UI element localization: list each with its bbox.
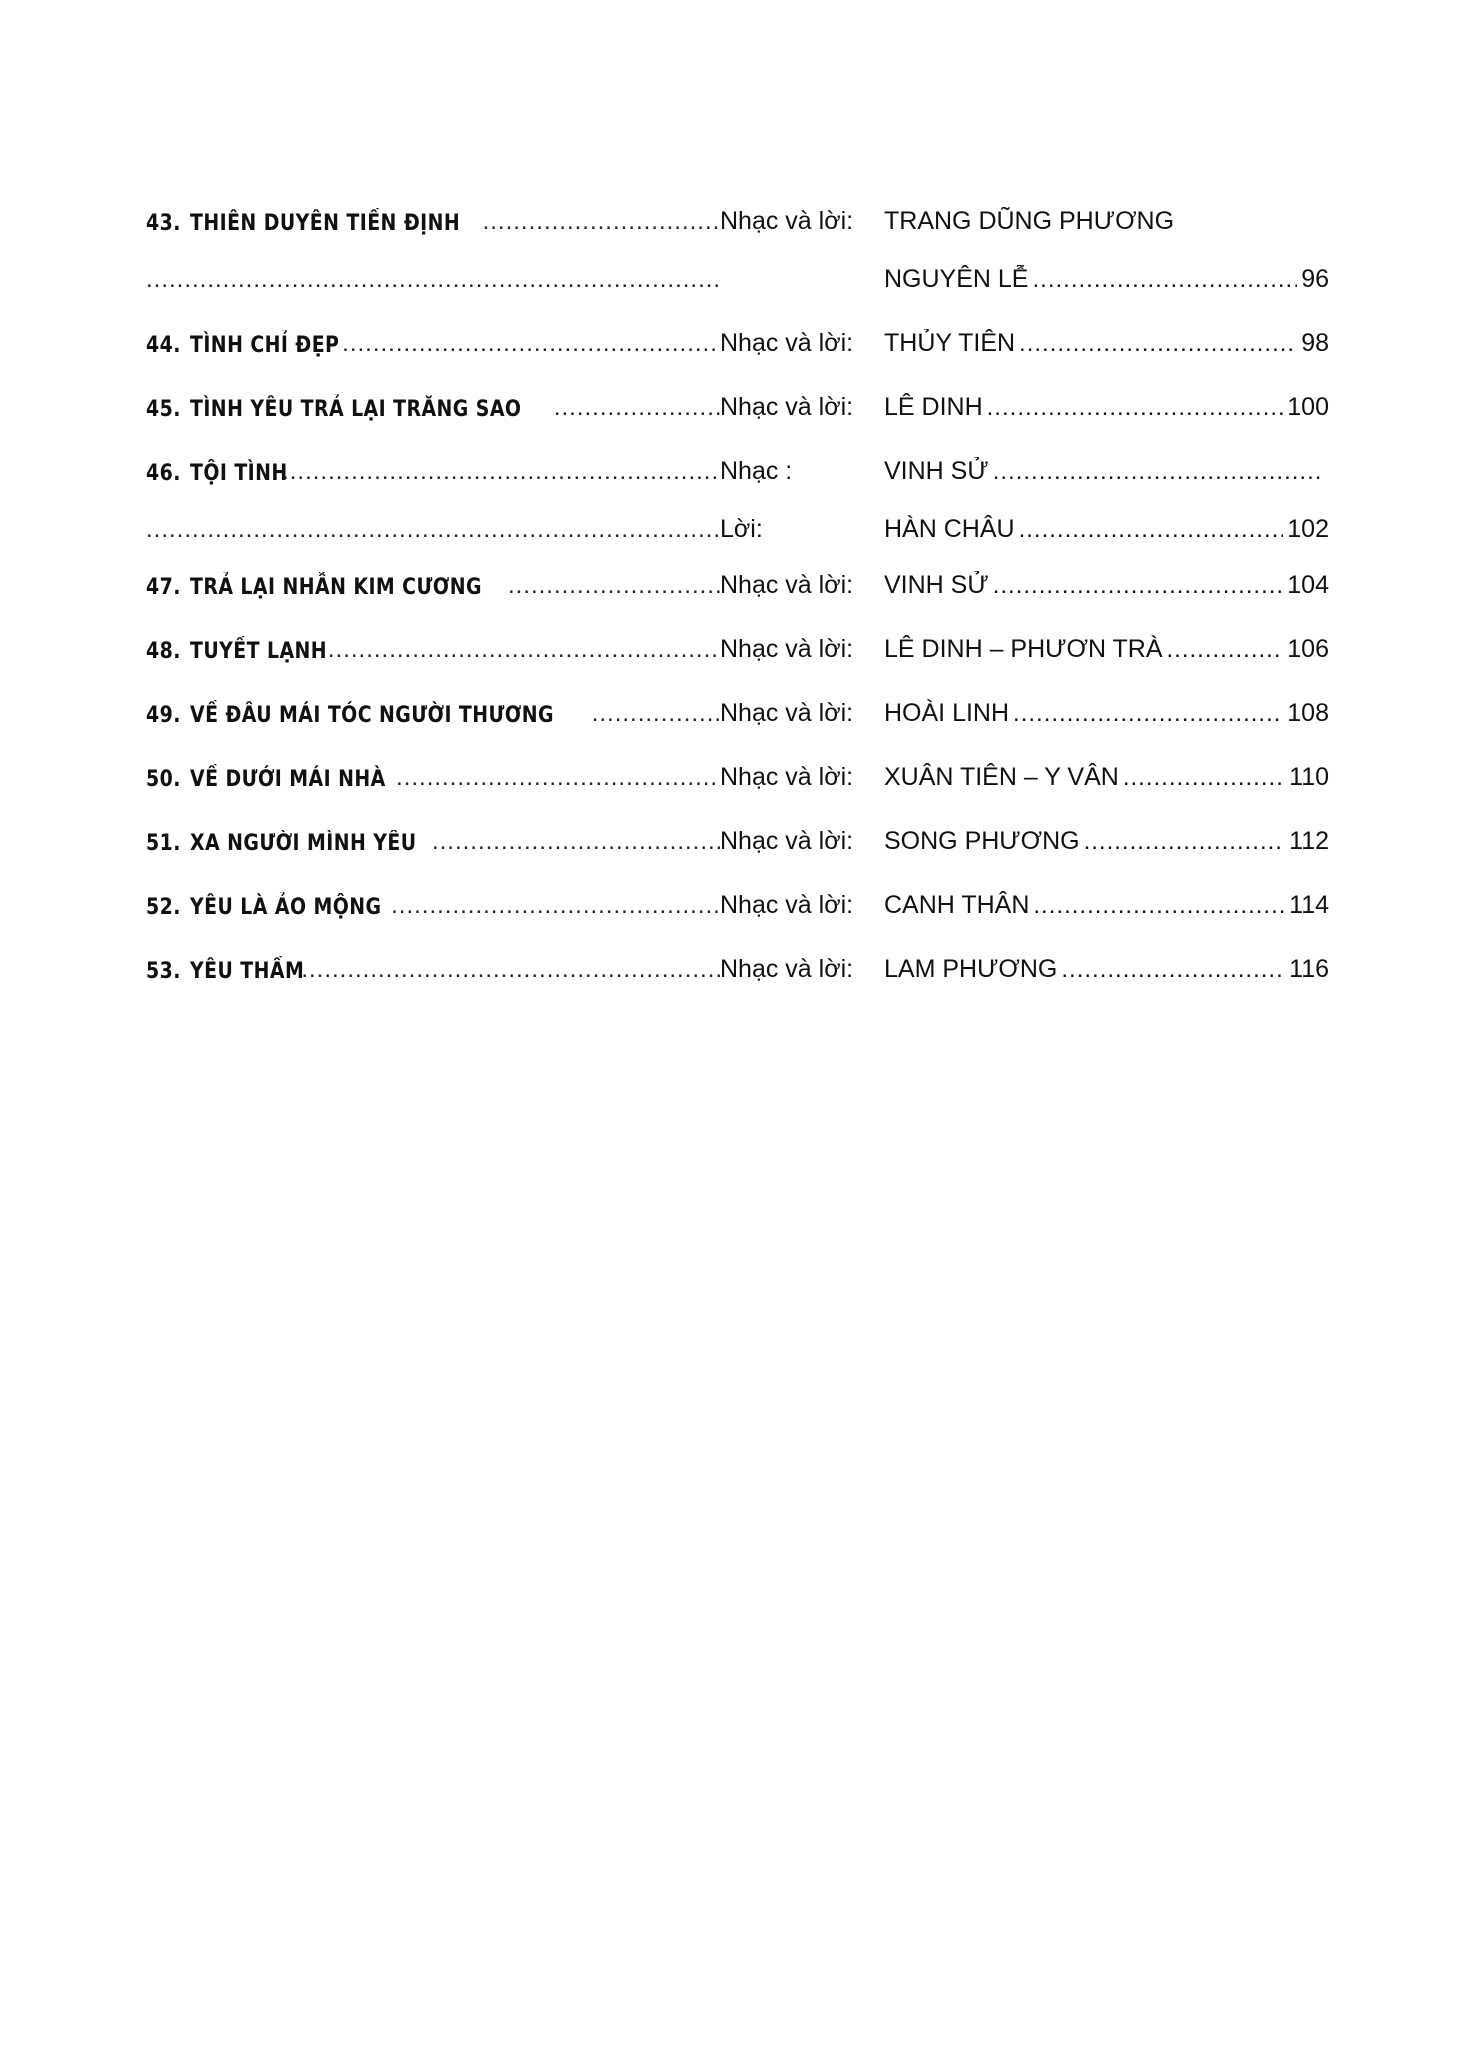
credit-label: Nhạc và lời: [720,763,854,791]
entry-number: 44. [146,333,181,358]
toc-author-cell [884,393,1329,422]
author-name: LAM PHƯƠNG [884,955,1058,983]
dot-leader [432,828,720,856]
dot-leader [1123,764,1285,792]
credit-label: Nhạc và lời: [720,827,854,855]
toc-author-cell [884,571,1329,600]
dot-leader [1013,700,1283,728]
toc-row [146,372,1329,422]
toc-row [146,186,1329,236]
toc-row [146,870,1329,920]
author-name: THỦY TIÊN [884,329,1016,357]
dot-leader [328,636,720,664]
page-number: 96 [1301,265,1329,293]
author-name: HOÀI LINH [884,699,1010,727]
page-number: 100 [1287,393,1329,421]
toc-row [146,614,1329,664]
dot-leader [1019,516,1284,544]
toc-title-cell [146,208,720,236]
credit-label: Nhạc và lời: [720,393,854,421]
dot-leader [508,572,720,600]
toc-row [146,494,1329,544]
song-title: TUYẾT LẠNH [190,639,328,664]
page-number: 110 [1289,763,1329,791]
toc-row [146,934,1329,984]
toc-title-cell [146,266,720,294]
toc-author-cell [884,515,1329,544]
toc-author-cell [884,891,1329,920]
song-title: TRẢ LẠI NHẪN KIM CƯƠNG [190,575,483,600]
dot-leader [301,956,720,984]
toc-row [146,244,1329,294]
page-number: 114 [1289,891,1329,919]
entry-number: 47. [146,575,181,600]
toc-row [146,550,1329,600]
toc-row [146,308,1329,358]
table-of-contents [146,186,1329,998]
toc-title-cell [146,636,720,664]
toc-row [146,436,1329,486]
toc-row [146,806,1329,856]
author-name: NGUYÊN LỄ [884,265,1029,293]
entry-number: 49. [146,703,181,728]
author-name: SONG PHƯƠNG [884,827,1080,855]
dot-leader [391,892,720,920]
song-title: YÊU THẦM [190,959,305,984]
author-name: XUÂN TIÊN – Y VÂN [884,763,1119,791]
dot-leader [993,458,1322,486]
page-number: 104 [1287,571,1329,599]
credit-label: Nhạc và lời: [720,329,854,357]
entry-number: 45. [146,397,181,422]
credit-label: Nhạc và lời: [720,571,854,599]
toc-author-cell [884,207,1329,236]
dot-leader [592,700,720,728]
song-title: VỀ ĐÂU MÁI TÓC NGƯỜI THƯƠNG [190,703,555,728]
dot-leader [342,330,720,358]
toc-author-cell [884,265,1329,294]
entry-number: 51. [146,831,181,856]
dot-leader [1032,266,1297,294]
dot-leader [987,394,1284,422]
toc-title-cell [146,572,720,600]
page-number: 106 [1287,635,1329,663]
credit-label: Nhạc và lời: [720,891,854,919]
author-name: HÀN CHÂU [884,515,1015,543]
dot-leader [282,458,720,486]
toc-author-cell [884,763,1329,792]
toc-author-cell [884,635,1329,664]
page-number: 108 [1287,699,1329,727]
credit-label: Nhạc : [720,457,793,485]
dot-leader [1033,892,1285,920]
dot-leader [1061,956,1285,984]
song-title: TÌNH CHỈ ĐẸP [190,333,340,358]
dot-leader [1084,828,1286,856]
toc-row [146,678,1329,728]
entry-number: 48. [146,639,181,664]
toc-author-cell [884,457,1322,486]
toc-title-cell [146,764,720,792]
author-name: VINH SỬ [884,457,989,485]
toc-title-cell [146,828,720,856]
dot-leader [1019,330,1297,358]
dot-leader [993,572,1284,600]
toc-author-cell [884,955,1329,984]
author-name: CANH THÂN [884,891,1030,919]
toc-title-cell [146,700,720,728]
credit-label: Lời: [720,515,763,543]
page-number: 102 [1287,515,1329,543]
entry-number: 43. [146,211,181,236]
author-name: LÊ DINH – PHƯƠN TRÀ [884,635,1163,663]
entry-number: 52. [146,895,181,920]
page-number: 112 [1289,827,1329,855]
dot-leader [146,516,720,544]
toc-title-cell [146,394,720,422]
credit-label: Nhạc và lời: [720,699,854,727]
toc-title-cell [146,458,720,486]
song-title: TÌNH YÊU TRẢ LẠI TRĂNG SAO [190,397,522,422]
toc-title-cell [146,516,720,544]
author-name: VINH SỬ [884,571,989,599]
page-number: 116 [1289,955,1329,983]
dot-leader [483,208,720,236]
entry-number: 53. [146,959,181,984]
toc-title-cell [146,956,720,984]
author-name: TRANG DŨNG PHƯƠNG [884,207,1175,235]
entry-number: 50. [146,767,181,792]
toc-row [146,742,1329,792]
song-title: VỀ DƯỚI MÁI NHÀ [190,767,387,792]
toc-author-cell [884,699,1329,728]
toc-author-cell [884,827,1329,856]
song-title: THIÊN DUYÊN TIỀN ĐỊNH [190,211,461,236]
entry-number: 46. [146,461,181,486]
credit-label: Nhạc và lời: [720,955,854,983]
author-name: LÊ DINH [884,393,983,421]
dot-leader [554,394,720,422]
song-title: XA NGƯỜI MÌNH YÊU [190,831,418,856]
toc-author-cell [884,329,1329,358]
song-title: TỘI TÌNH [190,461,289,486]
dot-leader [396,764,720,792]
credit-label: Nhạc và lời: [720,207,854,235]
toc-title-cell [146,330,720,358]
page-number: 98 [1301,329,1329,357]
credit-label: Nhạc và lời: [720,635,854,663]
dot-leader [146,266,720,294]
song-title: YÊU LÀ ẢO MỘNG [190,895,382,920]
dot-leader [1167,636,1284,664]
toc-title-cell [146,892,720,920]
